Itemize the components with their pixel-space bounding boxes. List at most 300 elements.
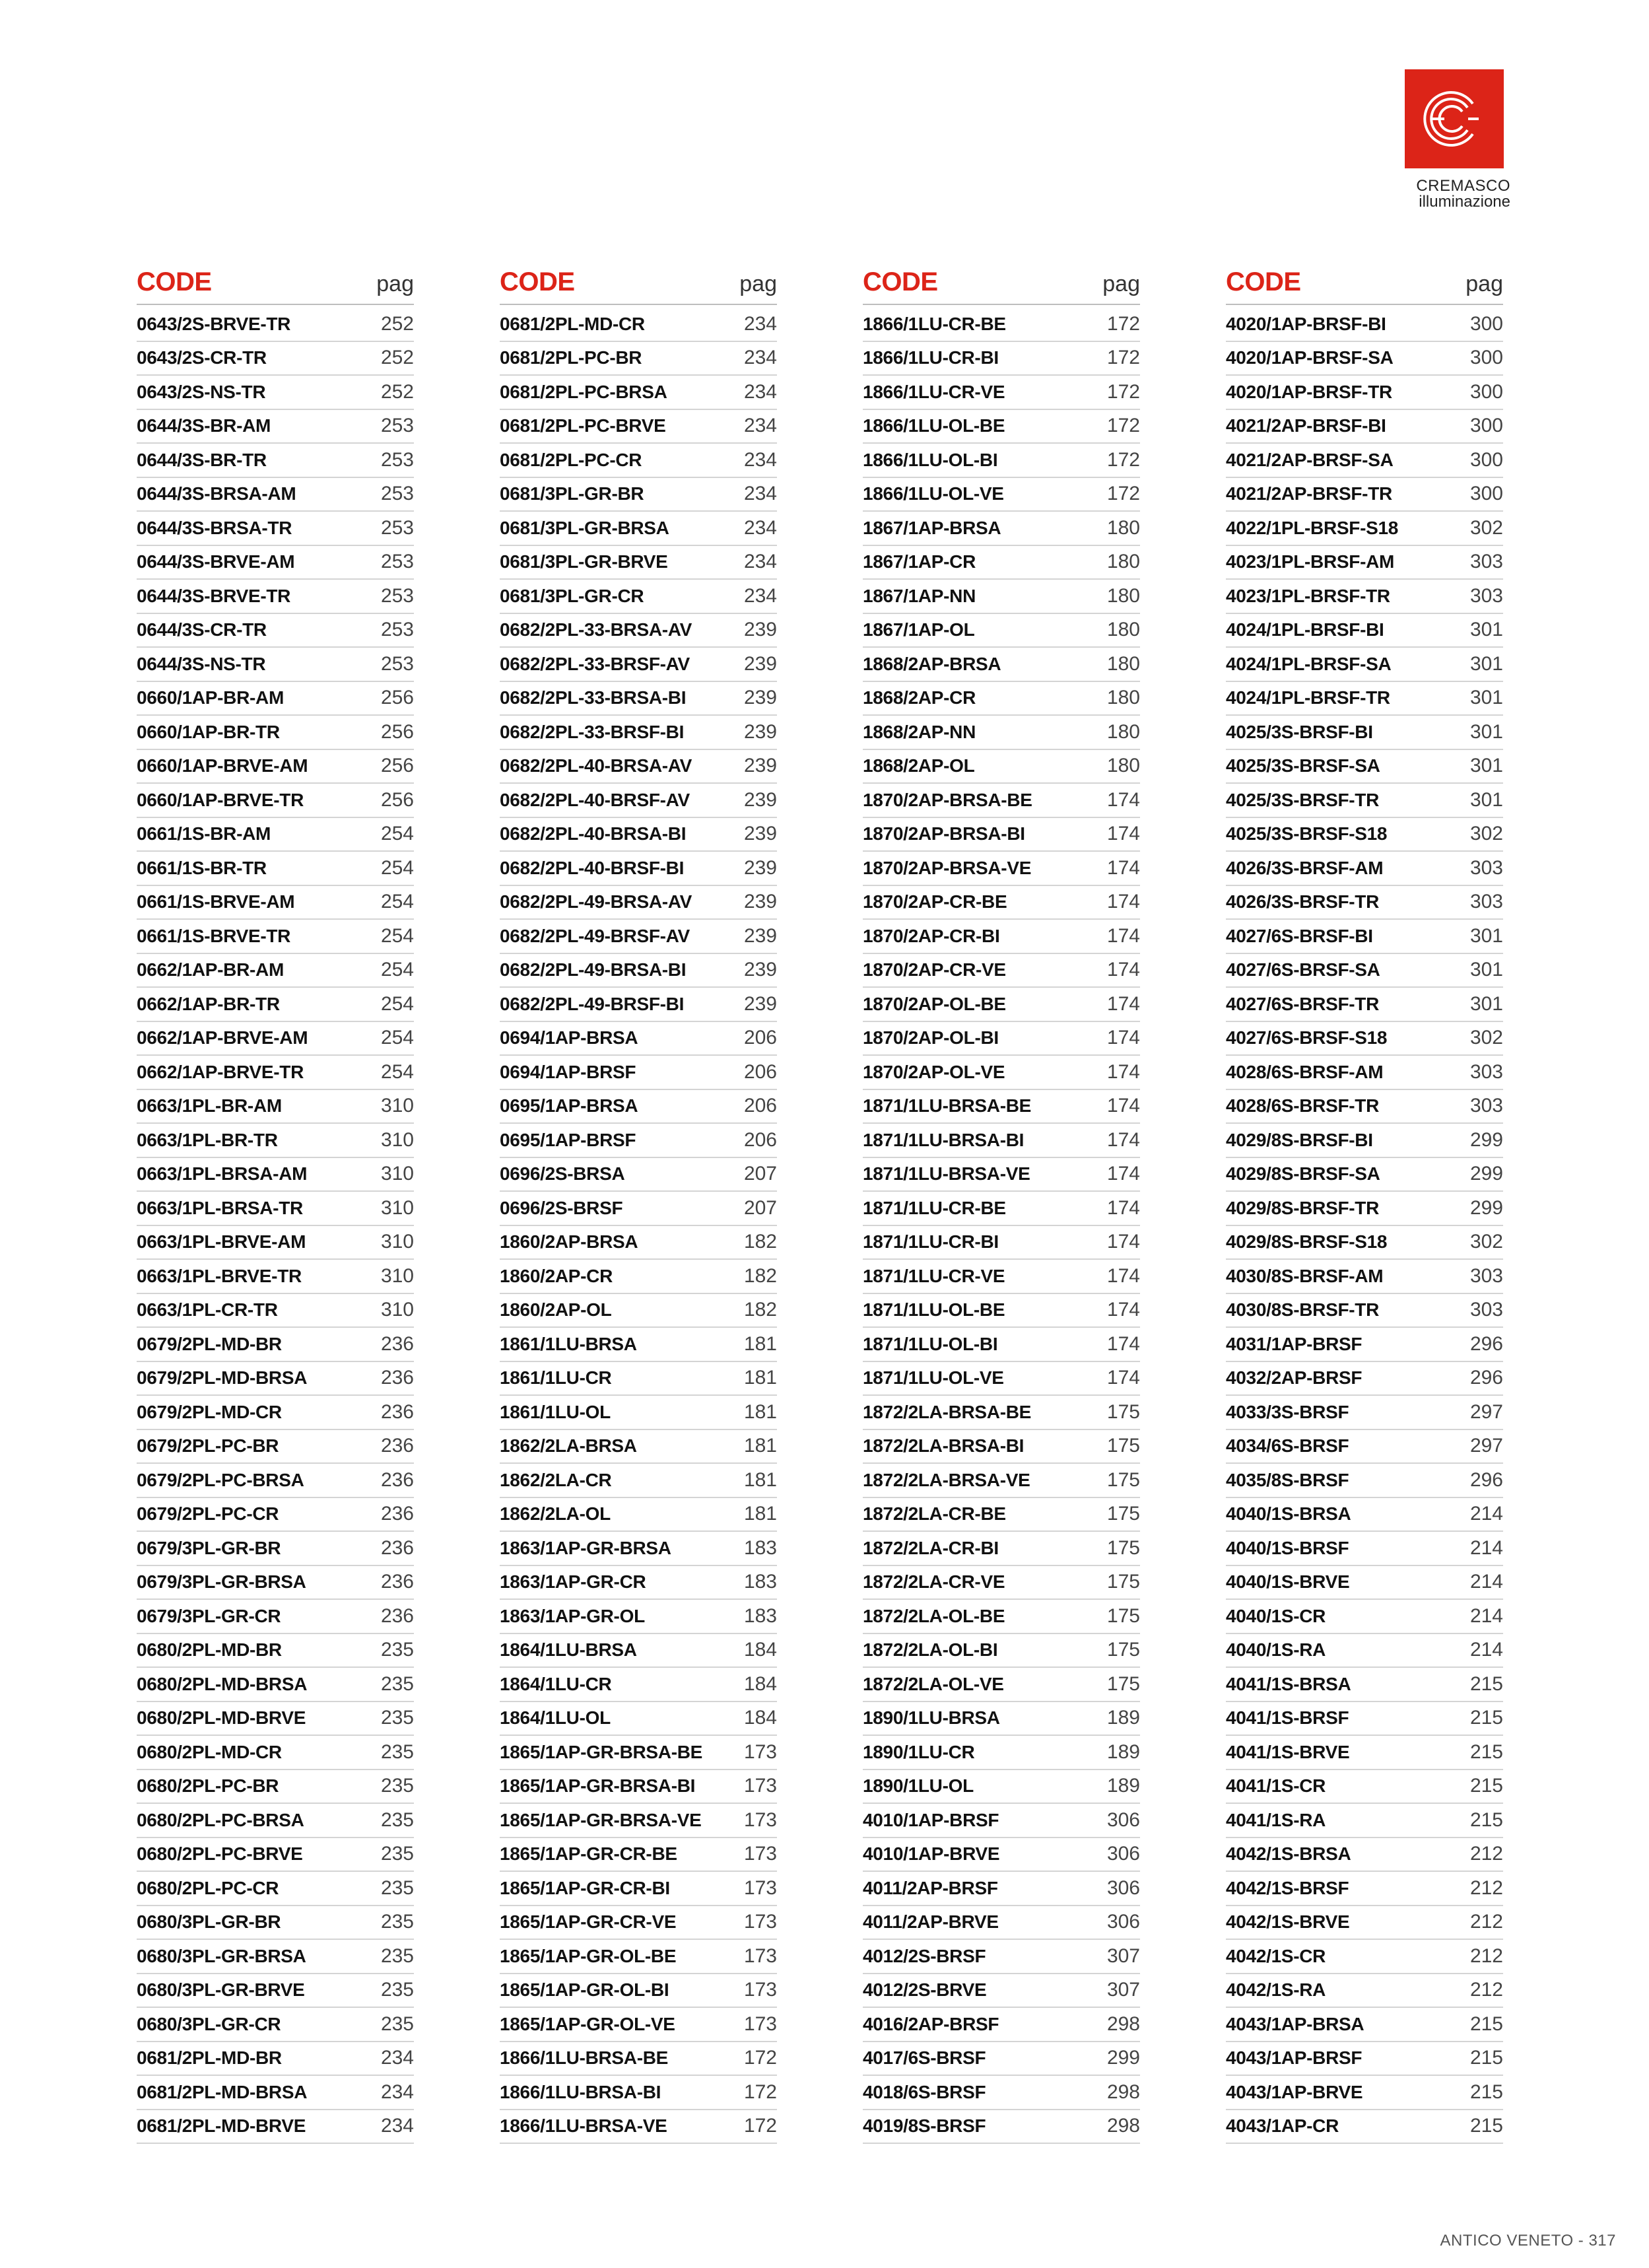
product-code: 1872/2LA-CR-BI xyxy=(863,1537,999,1558)
page-number: 301 xyxy=(1469,687,1503,709)
product-code: 4021/2AP-BRSF-SA xyxy=(1226,449,1394,470)
product-code: 1871/1LU-BRSA-BE xyxy=(863,1095,1032,1117)
product-code: 1863/1AP-GR-CR xyxy=(500,1571,646,1593)
product-code: 0679/3PL-GR-BR xyxy=(137,1537,281,1558)
page-number: 174 xyxy=(1106,1299,1140,1321)
column-header xyxy=(137,261,414,305)
product-code: 0682/2PL-33-BRSF-BI xyxy=(500,721,685,742)
product-code: 4025/3S-BRSF-BI xyxy=(1226,721,1373,742)
table-row xyxy=(863,1124,1140,1158)
product-code: 4012/2S-BRSF xyxy=(863,1945,986,1966)
page-number: 234 xyxy=(743,516,777,539)
table-row xyxy=(1226,1906,1503,1941)
table-row xyxy=(863,1906,1140,1941)
table-row xyxy=(500,1532,777,1566)
product-code: 4022/1PL-BRSF-S18 xyxy=(1226,517,1399,538)
product-code: 4030/8S-BRSF-TR xyxy=(1226,1299,1380,1321)
product-code: 4029/8S-BRSF-BI xyxy=(1226,1129,1373,1150)
table-row xyxy=(863,1158,1140,1192)
product-code: 4012/2S-BRVE xyxy=(863,1979,987,2001)
table-row xyxy=(137,478,414,512)
page-number: 310 xyxy=(380,1231,414,1253)
page-number: 174 xyxy=(1106,1060,1140,1083)
page-number: 215 xyxy=(1469,1672,1503,1695)
header-page-label: pag xyxy=(376,271,414,296)
table-row xyxy=(500,1770,777,1804)
table-row xyxy=(1226,1974,1503,2009)
page-number: 236 xyxy=(380,1503,414,1525)
product-code: 4027/6S-BRSF-SA xyxy=(1226,959,1380,980)
table-row xyxy=(137,1804,414,1838)
page-number: 299 xyxy=(1469,1163,1503,1185)
page-number: 301 xyxy=(1469,788,1503,811)
table-row xyxy=(1226,1634,1503,1668)
product-code: 4041/1S-CR xyxy=(1226,1775,1326,1797)
table-row xyxy=(863,954,1140,988)
page-number: 234 xyxy=(743,551,777,573)
page-number: 235 xyxy=(380,2012,414,2035)
table-row xyxy=(500,1056,777,1090)
product-code: 1871/1LU-CR-BE xyxy=(863,1197,1006,1218)
table-row xyxy=(1226,1702,1503,1736)
table-row xyxy=(863,886,1140,920)
page-number: 254 xyxy=(380,1027,414,1049)
table-row xyxy=(1226,1022,1503,1056)
product-code: 1890/1LU-CR xyxy=(863,1741,975,1762)
page-number: 256 xyxy=(380,755,414,777)
page-number: 181 xyxy=(743,1435,777,1457)
table-row xyxy=(137,1396,414,1430)
page-number: 235 xyxy=(380,1775,414,1797)
page-number: 302 xyxy=(1469,823,1503,845)
product-code: 0661/1S-BRVE-AM xyxy=(137,891,295,912)
table-row xyxy=(137,1260,414,1294)
product-code: 1868/2AP-NN xyxy=(863,721,976,742)
product-code: 4029/8S-BRSF-SA xyxy=(1226,1163,1380,1185)
page-number: 215 xyxy=(1469,2080,1503,2103)
page-number: 182 xyxy=(743,1299,777,1321)
product-code: 0681/2PL-MD-BRSA xyxy=(137,2081,308,2102)
table-row xyxy=(1226,614,1503,648)
page-number: 173 xyxy=(743,1843,777,1865)
product-code: 0663/1PL-BR-AM xyxy=(137,1095,282,1117)
table-row xyxy=(137,1940,414,1974)
product-code: 0679/2PL-PC-BR xyxy=(137,1435,279,1457)
table-row xyxy=(500,2076,777,2110)
product-code: 0661/1S-BR-TR xyxy=(137,857,267,878)
table-row xyxy=(500,1260,777,1294)
product-code: 0663/1PL-CR-TR xyxy=(137,1299,278,1321)
page-number: 175 xyxy=(1106,1400,1140,1423)
page-number: 254 xyxy=(380,1060,414,1083)
table-row xyxy=(137,852,414,886)
product-code: 0681/2PL-PC-BRSA xyxy=(500,381,667,402)
page-number: 239 xyxy=(743,924,777,947)
code-column-1 xyxy=(137,261,414,2144)
product-code: 0643/2S-NS-TR xyxy=(137,381,266,402)
table-row xyxy=(1226,1770,1503,1804)
page-number: 180 xyxy=(1106,687,1140,709)
product-code: 0695/1AP-BRSF xyxy=(500,1129,636,1150)
table-row xyxy=(500,2042,777,2077)
table-row xyxy=(500,954,777,988)
product-code: 0682/2PL-49-BRSA-BI xyxy=(500,959,687,980)
table-row xyxy=(500,648,777,682)
product-code: 0679/2PL-PC-BRSA xyxy=(137,1469,304,1490)
table-row xyxy=(500,1566,777,1600)
table-row xyxy=(863,750,1140,784)
product-code: 4042/1S-BRVE xyxy=(1226,1911,1350,1933)
table-row xyxy=(863,1056,1140,1090)
product-code: 1866/1LU-OL-BE xyxy=(863,415,1005,436)
table-row xyxy=(137,1226,414,1260)
product-code: 0682/2PL-33-BRSA-BI xyxy=(500,687,687,708)
table-row xyxy=(500,1362,777,1396)
product-code: 1860/2AP-CR xyxy=(500,1265,613,1286)
table-row xyxy=(863,342,1140,376)
product-code: 0679/2PL-MD-CR xyxy=(137,1401,282,1422)
product-code: 1870/2AP-OL-VE xyxy=(863,1061,1005,1082)
product-code: 0682/2PL-49-BRSA-AV xyxy=(500,891,692,912)
product-code: 1871/1LU-OL-BE xyxy=(863,1299,1005,1321)
product-code: 1870/2AP-CR-BI xyxy=(863,925,1000,946)
table-row xyxy=(500,1906,777,1941)
product-code: 1872/2LA-BRSA-BI xyxy=(863,1435,1025,1457)
table-row xyxy=(1226,1260,1503,1294)
page-number: 172 xyxy=(743,2047,777,2069)
table-row xyxy=(1226,682,1503,716)
table-row xyxy=(863,1974,1140,2009)
product-code: 4018/6S-BRSF xyxy=(863,2081,986,2102)
table-row xyxy=(137,2042,414,2077)
product-code: 1864/1LU-BRSA xyxy=(500,1639,637,1661)
table-row xyxy=(863,478,1140,512)
table-row xyxy=(137,308,414,342)
table-row xyxy=(137,1158,414,1192)
product-code: 4020/1AP-BRSF-SA xyxy=(1226,347,1394,368)
table-row xyxy=(500,376,777,410)
page-footer: ANTICO VENETO - 317 xyxy=(1440,2232,1616,2250)
page-number: 174 xyxy=(1106,1231,1140,1253)
product-code: 4040/1S-BRSF xyxy=(1226,1537,1349,1558)
page-number: 215 xyxy=(1469,2115,1503,2137)
page-number: 235 xyxy=(380,1979,414,2001)
page-number: 297 xyxy=(1469,1400,1503,1423)
product-code: 4011/2AP-BRSF xyxy=(863,1877,998,1898)
page-number: 235 xyxy=(380,1639,414,1661)
product-code: 1890/1LU-OL xyxy=(863,1775,974,1797)
table-row xyxy=(863,1668,1140,1702)
page-number: 214 xyxy=(1469,1639,1503,1661)
page-number: 173 xyxy=(743,1740,777,1763)
page-number: 215 xyxy=(1469,2012,1503,2035)
page-number: 254 xyxy=(380,856,414,879)
table-row xyxy=(863,1226,1140,1260)
product-code: 1861/1LU-OL xyxy=(500,1401,611,1422)
table-row xyxy=(863,1804,1140,1838)
product-code: 1861/1LU-BRSA xyxy=(500,1333,637,1354)
page-number: 175 xyxy=(1106,1435,1140,1457)
table-row xyxy=(500,886,777,920)
page-number: 253 xyxy=(380,584,414,607)
code-column-4 xyxy=(1226,261,1503,2144)
page-number: 174 xyxy=(1106,856,1140,879)
product-code: 4011/2AP-BRVE xyxy=(863,1911,999,1933)
product-code: 1866/1LU-OL-VE xyxy=(863,483,1004,504)
table-row xyxy=(500,1736,777,1770)
product-code: 4024/1PL-BRSF-SA xyxy=(1226,653,1392,674)
page-number: 180 xyxy=(1106,720,1140,743)
product-code: 1866/1LU-BRSA-BE xyxy=(500,2047,669,2069)
page-number: 183 xyxy=(743,1536,777,1559)
page-number: 300 xyxy=(1469,415,1503,437)
table-row xyxy=(1226,648,1503,682)
table-row xyxy=(137,1770,414,1804)
product-code: 0661/1S-BRVE-TR xyxy=(137,925,291,946)
table-row xyxy=(1226,920,1503,954)
page-number: 234 xyxy=(743,483,777,505)
page-number: 239 xyxy=(743,652,777,675)
table-row xyxy=(1226,1872,1503,1906)
table-row xyxy=(863,1838,1140,1873)
table-row xyxy=(863,1464,1140,1498)
page-number: 174 xyxy=(1106,788,1140,811)
page-number: 239 xyxy=(743,992,777,1015)
table-row xyxy=(500,308,777,342)
product-code: 0681/2PL-PC-CR xyxy=(500,449,642,470)
header-code-label: CODE xyxy=(1226,267,1301,296)
product-code: 1866/1LU-BRSA-BI xyxy=(500,2081,661,2102)
page-number: 189 xyxy=(1106,1707,1140,1729)
table-row xyxy=(137,1192,414,1226)
page-number: 207 xyxy=(743,1196,777,1219)
product-code: 0680/3PL-GR-BR xyxy=(137,1911,281,1933)
table-row xyxy=(863,1362,1140,1396)
product-code: 4042/1S-RA xyxy=(1226,1979,1326,2001)
table-row xyxy=(500,1430,777,1464)
page-number: 239 xyxy=(743,755,777,777)
page-number: 174 xyxy=(1106,1196,1140,1219)
product-code: 0680/2PL-PC-BRVE xyxy=(137,1843,303,1865)
product-code: 4028/6S-BRSF-AM xyxy=(1226,1061,1384,1082)
product-code: 0644/3S-BRVE-AM xyxy=(137,551,295,572)
product-code: 0644/3S-BR-AM xyxy=(137,415,271,436)
page-number: 310 xyxy=(380,1264,414,1287)
page-number: 236 xyxy=(380,1435,414,1457)
table-row xyxy=(1226,376,1503,410)
table-row xyxy=(1226,512,1503,546)
table-row xyxy=(863,1328,1140,1362)
table-row xyxy=(1226,1940,1503,1974)
product-code: 4041/1S-BRSA xyxy=(1226,1673,1351,1694)
page-number: 254 xyxy=(380,891,414,913)
table-row xyxy=(863,648,1140,682)
table-row xyxy=(1226,1600,1503,1634)
page-number: 256 xyxy=(380,788,414,811)
page-number: 181 xyxy=(743,1503,777,1525)
product-code: 1871/1LU-BRSA-BI xyxy=(863,1129,1025,1150)
table-row xyxy=(137,1056,414,1090)
page-number: 235 xyxy=(380,1944,414,1967)
table-row xyxy=(1226,988,1503,1022)
page-number: 234 xyxy=(743,312,777,335)
page-number: 300 xyxy=(1469,483,1503,505)
table-row xyxy=(863,1090,1140,1124)
page-number: 184 xyxy=(743,1707,777,1729)
product-code: 4021/2AP-BRSF-BI xyxy=(1226,415,1386,436)
page-number: 235 xyxy=(380,1876,414,1899)
table-row xyxy=(863,308,1140,342)
table-row xyxy=(1226,1056,1503,1090)
product-code: 4042/1S-CR xyxy=(1226,1945,1326,1966)
product-code: 0644/3S-BRVE-TR xyxy=(137,585,291,606)
page-number: 172 xyxy=(1106,448,1140,471)
table-row xyxy=(137,716,414,750)
table-row xyxy=(500,580,777,614)
page-number: 299 xyxy=(1106,2047,1140,2069)
table-row xyxy=(863,1022,1140,1056)
product-code: 4019/8S-BRSF xyxy=(863,2115,986,2137)
page-number: 183 xyxy=(743,1571,777,1593)
page-number: 212 xyxy=(1469,1911,1503,1933)
page-number: 174 xyxy=(1106,1027,1140,1049)
page-number: 301 xyxy=(1469,755,1503,777)
table-row xyxy=(500,342,777,376)
table-row xyxy=(1226,1226,1503,1260)
product-code: 1870/2AP-OL-BI xyxy=(863,1027,999,1048)
table-row xyxy=(500,1838,777,1873)
page-number: 174 xyxy=(1106,1163,1140,1185)
product-code: 1870/2AP-BRSA-BI xyxy=(863,823,1025,844)
product-code: 4040/1S-CR xyxy=(1226,1605,1326,1626)
product-code: 1862/2LA-BRSA xyxy=(500,1435,637,1457)
table-row xyxy=(500,716,777,750)
table-row xyxy=(137,1090,414,1124)
product-code: 4040/1S-BRVE xyxy=(1226,1571,1350,1593)
page-number: 296 xyxy=(1469,1468,1503,1491)
table-row xyxy=(1226,784,1503,818)
product-code: 4021/2AP-BRSF-TR xyxy=(1226,483,1392,504)
table-row xyxy=(500,1022,777,1056)
page-number: 234 xyxy=(380,2080,414,2103)
table-row xyxy=(500,546,777,580)
table-row xyxy=(863,444,1140,478)
product-code: 0682/2PL-49-BRSF-BI xyxy=(500,993,685,1014)
product-code: 1861/1LU-CR xyxy=(500,1367,612,1389)
product-code: 1865/1AP-GR-CR-BI xyxy=(500,1877,670,1898)
table-row xyxy=(500,818,777,852)
product-code: 1867/1AP-BRSA xyxy=(863,517,1001,538)
brand xyxy=(1416,178,1510,210)
page-number: 254 xyxy=(380,992,414,1015)
page-number: 253 xyxy=(380,448,414,471)
product-code: 0661/1S-BR-AM xyxy=(137,823,271,844)
page-number: 306 xyxy=(1106,1808,1140,1831)
product-code: 0682/2PL-49-BRSF-AV xyxy=(500,925,690,946)
table-row xyxy=(137,818,414,852)
table-row xyxy=(137,444,414,478)
table-row xyxy=(500,1498,777,1532)
page-number: 172 xyxy=(1106,312,1140,335)
page-number: 180 xyxy=(1106,516,1140,539)
table-row xyxy=(137,1906,414,1941)
table-row xyxy=(500,1090,777,1124)
page-number: 234 xyxy=(743,415,777,437)
product-code: 1865/1AP-GR-BRSA-BE xyxy=(500,1741,703,1762)
table-row xyxy=(863,1260,1140,1294)
table-row xyxy=(137,1464,414,1498)
product-code: 1871/1LU-BRSA-VE xyxy=(863,1163,1030,1185)
product-code: 4010/1AP-BRSF xyxy=(863,1809,999,1830)
product-code: 1870/2AP-BRSA-BE xyxy=(863,789,1032,810)
page-number: 173 xyxy=(743,1944,777,1967)
code-column-2 xyxy=(500,261,777,2144)
table-row xyxy=(863,1940,1140,1974)
product-code: 1860/2AP-OL xyxy=(500,1299,612,1321)
page-number: 253 xyxy=(380,551,414,573)
table-row xyxy=(863,1872,1140,1906)
page-number: 239 xyxy=(743,687,777,709)
product-code: 0681/2PL-MD-BR xyxy=(137,2047,282,2069)
product-code: 4026/3S-BRSF-AM xyxy=(1226,857,1384,878)
product-code: 0694/1AP-BRSF xyxy=(500,1061,636,1082)
page-number: 236 xyxy=(380,1332,414,1355)
product-code: 0662/1AP-BR-TR xyxy=(137,993,280,1014)
product-code: 0679/3PL-GR-CR xyxy=(137,1605,281,1626)
page-number: 234 xyxy=(743,380,777,403)
product-code: 0694/1AP-BRSA xyxy=(500,1027,638,1048)
table-row xyxy=(1226,1124,1503,1158)
table-row xyxy=(1226,410,1503,444)
product-code: 1864/1LU-OL xyxy=(500,1707,611,1729)
brand-name: CREMASCO xyxy=(1416,177,1510,195)
product-code: 4029/8S-BRSF-S18 xyxy=(1226,1231,1388,1253)
product-code: 4035/8S-BRSF xyxy=(1226,1469,1349,1490)
table-row xyxy=(1226,342,1503,376)
product-code: 1865/1AP-GR-OL-BE xyxy=(500,1945,677,1966)
page-number: 298 xyxy=(1106,2080,1140,2103)
page-number: 175 xyxy=(1106,1571,1140,1593)
page-number: 174 xyxy=(1106,823,1140,845)
page-number: 301 xyxy=(1469,992,1503,1015)
page-number: 235 xyxy=(380,1707,414,1729)
page-number: 180 xyxy=(1106,584,1140,607)
page-number: 239 xyxy=(743,619,777,641)
page-number: 174 xyxy=(1106,992,1140,1015)
table-row xyxy=(863,1294,1140,1328)
product-code: 4030/8S-BRSF-AM xyxy=(1226,1265,1384,1286)
product-code: 0680/2PL-MD-BRVE xyxy=(137,1707,306,1729)
table-row xyxy=(137,2076,414,2110)
page-number: 173 xyxy=(743,1876,777,1899)
page-number: 234 xyxy=(743,448,777,471)
page-number: 239 xyxy=(743,891,777,913)
table-row xyxy=(1226,750,1503,784)
product-code: 0679/2PL-PC-CR xyxy=(137,1503,279,1525)
product-code: 1862/2LA-OL xyxy=(500,1503,611,1525)
product-code: 4020/1AP-BRSF-BI xyxy=(1226,313,1386,334)
table-row xyxy=(500,1158,777,1192)
page-number: 183 xyxy=(743,1604,777,1627)
product-code: 4025/3S-BRSF-TR xyxy=(1226,789,1380,810)
product-code: 0660/1AP-BR-TR xyxy=(137,721,280,742)
page-number: 181 xyxy=(743,1367,777,1389)
page-number: 184 xyxy=(743,1639,777,1661)
page-number: 302 xyxy=(1469,1027,1503,1049)
table-row xyxy=(500,988,777,1022)
product-code: 4026/3S-BRSF-TR xyxy=(1226,891,1380,912)
product-code: 0663/1PL-BR-TR xyxy=(137,1129,278,1150)
